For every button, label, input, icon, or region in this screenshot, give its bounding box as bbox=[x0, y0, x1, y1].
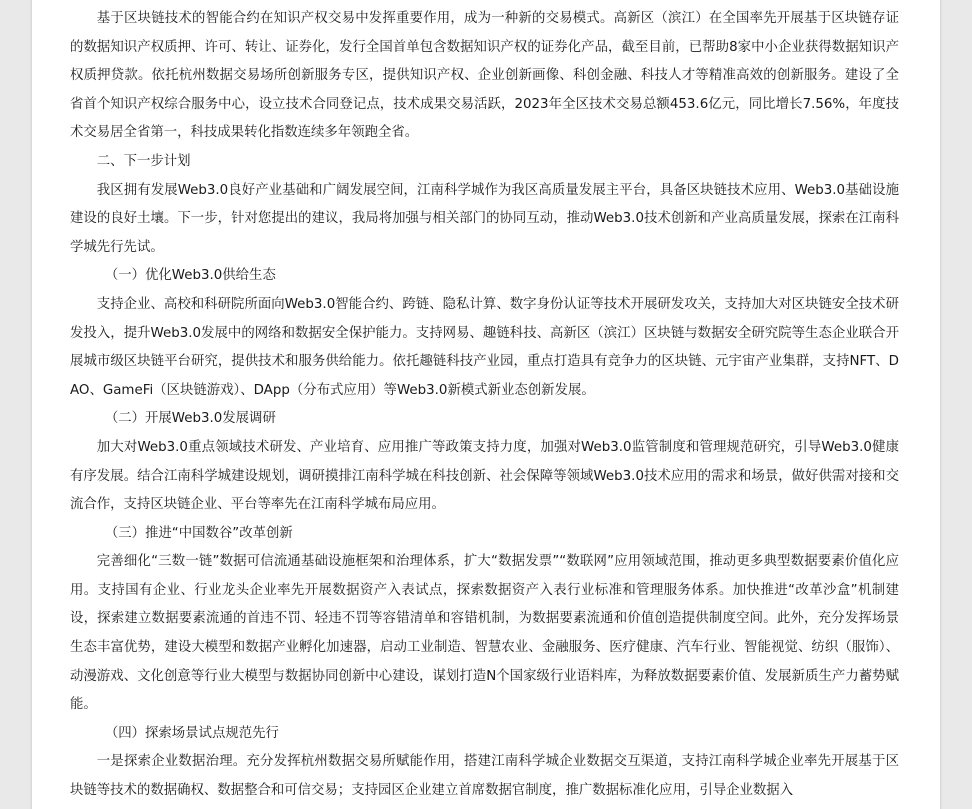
paragraph-enterprise-data: 一是探索企业数据治理。充分发挥杭州数据交易所赋能作用，搭建江南科学城企业数据交互渠道，支持江南科学城企业率先开展基于区块链等技术的数据确权、数据整合和可信交易；支持园区企业建立首席数据官制度，推广数据标准化应用，引导企业数据入 bbox=[70, 754, 899, 799]
paragraph-ip-trading: 基于区块链技术的智能合约在知识产权交易中发挥重要作用，成为一种新的交易模式。高新区（滨江）在全国率先开展基于区块链存证的数据知识产权质押、许可、转让、证券化，发行全国首单包含数据知识产权的证券化产品，截至目前，已帮助8家中小企业获得数据知识产权质押贷款。依托杭州数据交易场所创新服务专区，提供知识产权、企业创新画像、科创金融、科技人才等精准高效的创新服务。建设了全省首个知识产权综合服务中心，设立技术合同登记点，技术成果交易活跃，2023年全区技术交易总额453.6亿元，同比增长7.56%，年度技术交易居全省第一，科技成果转化指数连续多年领跑全省。 bbox=[70, 11, 899, 141]
paragraph-data-valley: 完善细化“三数一链”数据可信流通基础设施框架和治理体系，扩大“数据发票”“数联网”应用领域范围，推动更多典型数据要素价值化应用。支持国有企业、行业龙头企业率先开展数据资产入表试点，探索数据资产入表行业标准和管理服务体系。加快推进“改革沙盒”机制建设，探索建立数据要素流通的首违不罚、轻违不罚等容错清单和容错机制，为数据要素流通和价值创造提供制度空间。此外，充分发挥场景生态丰富优势，建设大模型和数据产业孵化加速器，启动工业制造、智慧农业、金融服务、医疗健康、汽车行业、智能视觉、纺织（服饰）、动漫游戏、文化创意等行业大模型与数据协同创新中心建设，谋划打造N个国家级行业语料库，为释放数据要素价值、发展新质生产力蓄势赋能。 bbox=[70, 554, 899, 713]
subheading-data-valley: （三）推进“中国数谷”改革创新 bbox=[104, 525, 293, 541]
document-body bbox=[70, 5, 899, 806]
paragraph-web3-foundation: 我区拥有发展Web3.0良好产业基础和广阔发展空间，江南科学城作为我区高质量发展主平台，具备区块链技术应用、Web3.0基础设施建设的良好土壤。下一步，针对您提出的建议，我局将加强与相关部门的协同互动，推动Web3.0技术创新和产业高质量发展，探索在江南科学城先行先试。 bbox=[70, 182, 899, 255]
paragraph-supply-ecosystem: 支持企业、高校和科研院所面向Web3.0智能合约、跨链、隐私计算、数字身份认证等技术开展研发攻关，支持加大对区块链安全技术研发投入，提升Web3.0发展中的网络和数据安全保护能力。支持网易、趣链科技、高新区（滨江）区块链与数据安全研究院等生态企业联合开展城市级区块链平台研究，提供技术和服务供给能力。依托趣链科技产业园，重点打造具有竞争力的区块链、元宇宙产业集群，支持NFT、DAO、GameFi（区块链游戏）、DApp（分布式应用）等Web3.0新模式新业态创新发展。 bbox=[70, 296, 899, 398]
subheading-pilot-scenarios: （四）探索场景试点规范先行 bbox=[104, 725, 279, 741]
heading-next-plan: 二、下一步计划 bbox=[96, 153, 191, 169]
paragraph-research: 加大对Web3.0重点领域技术研发、产业培育、应用推广等政策支持力度，加强对Web3.0监管制度和管理规范研究，引导Web3.0健康有序发展。结合江南科学城建设规划，调研摸排江南科学城在科技创新、社会保障等领域Web3.0技术应用的需求和场景，做好供需对接和交流合作，支持区块链企业、平台等率先在江南科学城布局应用。 bbox=[70, 439, 899, 513]
subheading-optimize-supply: （一）优化Web3.0供给生态 bbox=[104, 268, 276, 284]
subheading-research: （二）开展Web3.0发展调研 bbox=[104, 411, 276, 427]
document-page bbox=[32, 0, 940, 809]
